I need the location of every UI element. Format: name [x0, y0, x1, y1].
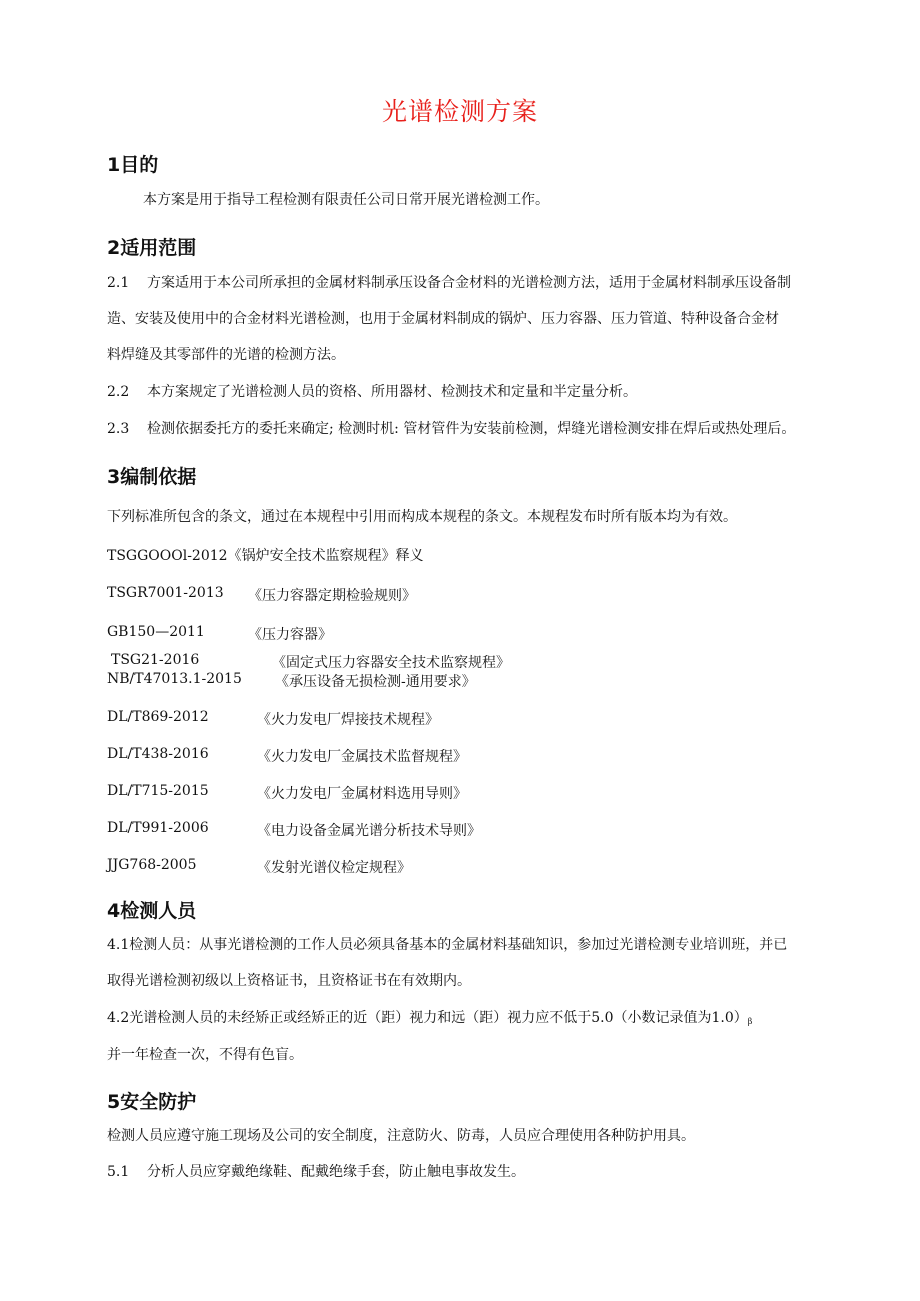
standard-code-6: DL/T869-2012	[107, 709, 209, 725]
item-2-1-line-2: 造、安装及使用中的合金材料光谱检测，也用于金属材料制成的锅炉、压力容器、压力管道、特种设备合金材	[107, 311, 779, 327]
item-5-1	[107, 1163, 525, 1181]
section-3-heading: 3编制依据	[107, 466, 197, 488]
item-5-1-number: 5.1	[107, 1164, 130, 1180]
standard-name-5: 《承压设备无损检测-通用要求》	[275, 674, 476, 690]
standard-name-3: 《压力容器》	[248, 627, 332, 643]
standard-code-4: TSG21-2016	[111, 652, 200, 668]
section-5-intro: 检测人员应遵守施工现场及公司的安全制度，注意防火、防毒，人员应合理使用各种防护用具。	[107, 1128, 695, 1144]
item-2-3-text: 检测依据委托方的委托来确定; 检测时机: 管材管件为安装前检测，焊缝光谱检测安排在焊后或热处理后。	[147, 421, 796, 437]
item-4-1-line-1: 4.1检测人员：从事光谱检测的工作人员必须具备基本的金属材料基础知识，参加过光谱检测专业培训班，并已	[107, 937, 788, 953]
standard-name-10: 《发射光谱仪检定规程》	[257, 860, 411, 876]
item-4-2	[107, 1009, 752, 1031]
standard-code-10: JJG768-2005	[107, 857, 197, 873]
standard-code-1: TSGGOOOl-2012《锅炉安全技术监察规程》释义	[107, 548, 424, 564]
standard-name-2: 《压力容器定期检验规则》	[248, 588, 416, 604]
standard-name-7: 《火力发电厂金属技术监督规程》	[257, 749, 467, 765]
standard-code-5: NB/T47013.1-2015	[107, 671, 242, 687]
item-4-1-line-2: 取得光谱检测初级以上资格证书，且资格证书在有效期内。	[107, 973, 471, 989]
standard-name-4: 《固定式压力容器安全技术监察规程》	[272, 655, 510, 671]
section-1-heading: 1目的	[107, 154, 159, 176]
section-1-body: 本方案是用于指导工程检测有限责任公司日常开展光谱检测工作。	[143, 192, 549, 208]
section-5-heading: 5安全防护	[107, 1091, 197, 1113]
standard-name-6: 《火力发电厂焊接技术规程》	[257, 712, 439, 728]
section-4-heading: 4检测人员	[107, 900, 197, 922]
standard-name-9: 《电力设备金属光谱分析技术导则》	[257, 823, 481, 839]
item-2-1-line-1: 方案适用于本公司所承担的金属材料制承压设备合金材料的光谱检测方法，适用于金属材料制承压设备制	[147, 275, 791, 291]
item-2-1-line-3: 料焊缝及其零部件的光谱的检测方法。	[107, 347, 345, 363]
item-2-3	[107, 420, 795, 438]
standard-code-7: DL/T438-2016	[107, 746, 209, 762]
item-4-2-mark: β	[747, 1017, 753, 1026]
item-4-2-continuation: 并一年检查一次，不得有色盲。	[107, 1047, 303, 1063]
section-3-intro: 下列标准所包含的条文，通过在本规程中引用而构成本规程的条文。本规程发布时所有版本均为有效。	[107, 509, 737, 525]
item-4-2-text: 4.2光谱检测人员的未经矫正或经矫正的近（距）视力和远（距）视力应不低于5.0（小数记录值为1.0）	[107, 1010, 748, 1026]
document-title: 光谱检测方案	[381, 97, 538, 126]
standard-code-9: DL/T991-2006	[107, 820, 209, 836]
item-2-1-number: 2.1	[107, 275, 130, 291]
item-2-1	[107, 274, 791, 292]
standard-code-2: TSGR7001-2013	[107, 585, 224, 601]
item-2-2-text: 本方案规定了光谱检测人员的资格、所用器材、检测技术和定量和半定量分析。	[147, 384, 637, 400]
item-5-1-text: 分析人员应穿戴绝缘鞋、配戴绝缘手套，防止触电事故发生。	[147, 1164, 525, 1180]
standard-code-3: GB150—2011	[107, 624, 205, 640]
standard-code-8: DL/T715-2015	[107, 783, 209, 799]
standard-name-8: 《火力发电厂金属材料选用导则》	[257, 786, 467, 802]
section-2-heading: 2适用范围	[107, 237, 197, 259]
item-2-3-number: 2.3	[107, 421, 130, 437]
item-2-2-number: 2.2	[107, 384, 130, 400]
item-2-2	[107, 383, 637, 401]
